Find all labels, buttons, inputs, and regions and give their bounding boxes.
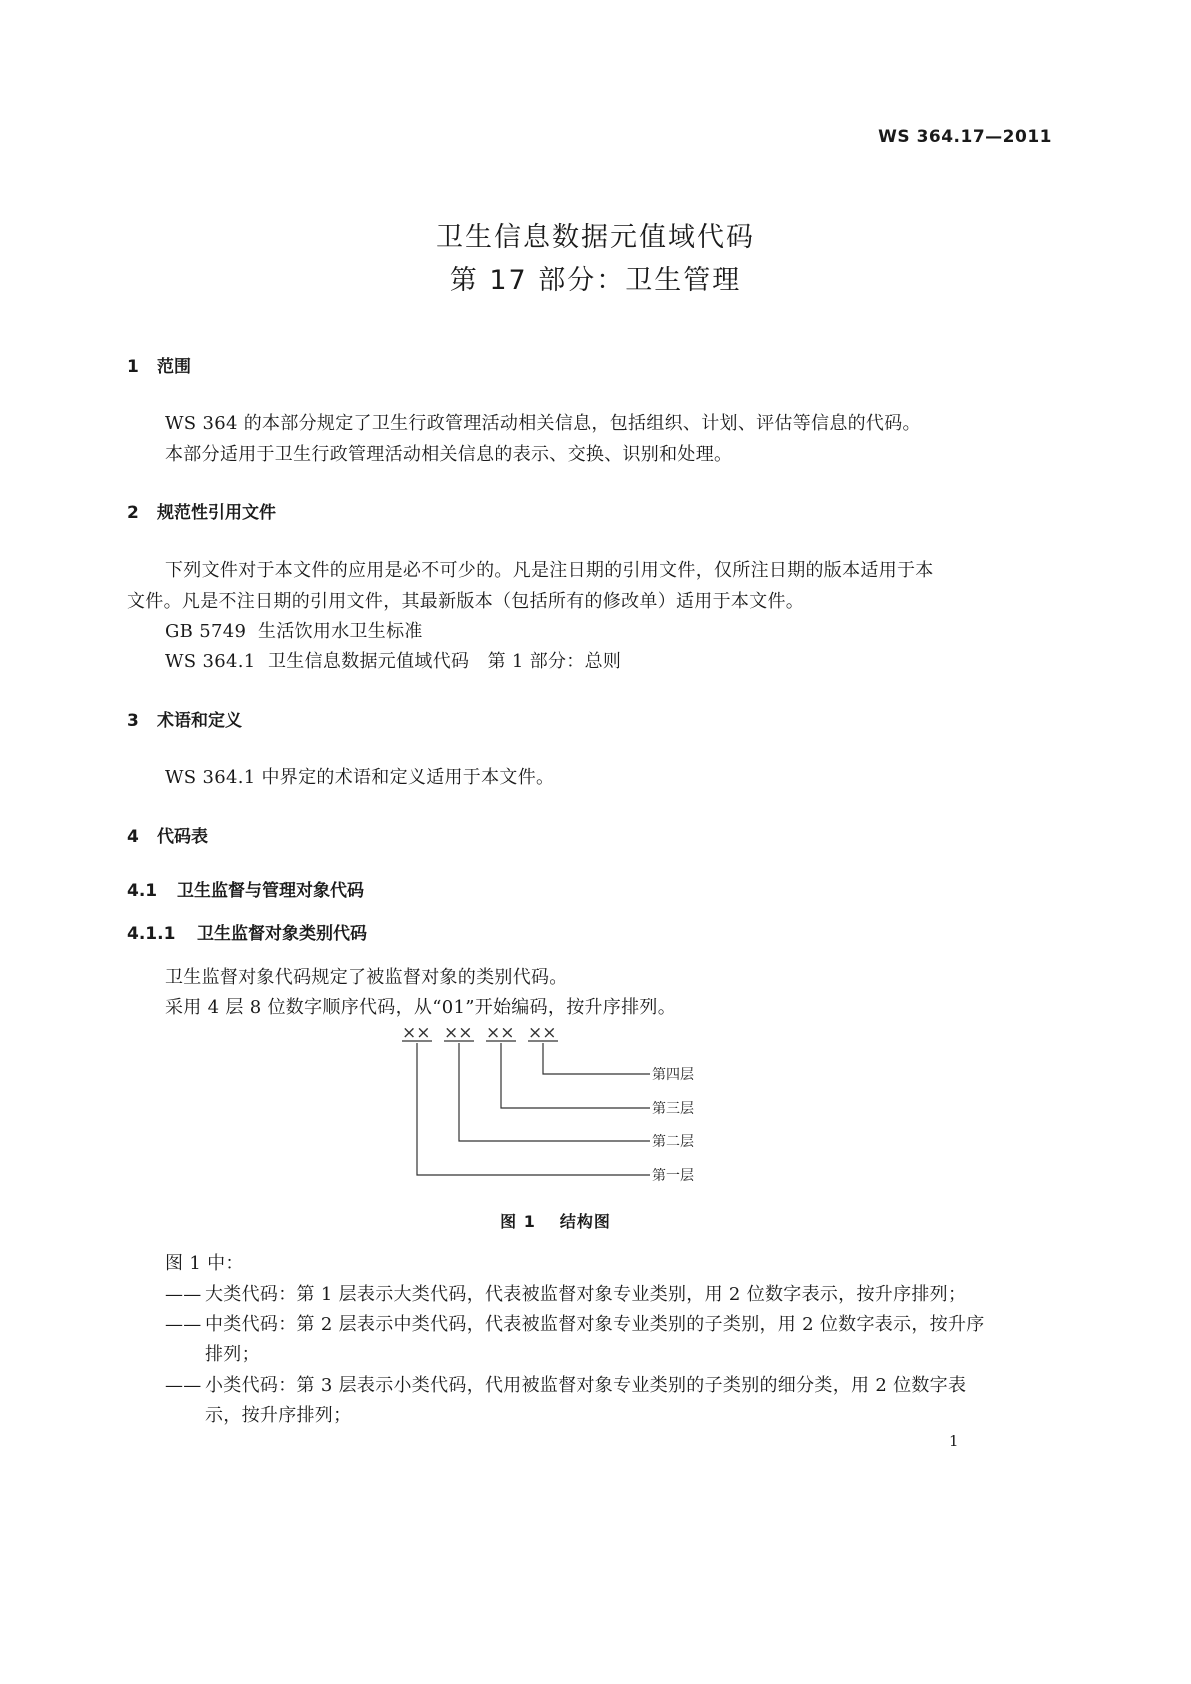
- layer-3-label: 第三层: [652, 1101, 694, 1117]
- reference-title: 卫生信息数据元值域代码 第 1 部分：总则: [268, 651, 622, 672]
- section-title: 术语和定义: [157, 711, 242, 731]
- document-subtitle: 第 17 部分：卫生管理: [449, 265, 742, 296]
- layer-1-label: 第一层: [652, 1168, 694, 1184]
- code-group-3: ××: [486, 1023, 515, 1043]
- layer-2-label: 第二层: [652, 1134, 694, 1150]
- page-number: 1: [949, 1432, 959, 1450]
- figure-number: 图 1: [500, 1212, 536, 1231]
- code-group-1: ××: [402, 1023, 431, 1043]
- section-number: 4.1.1: [127, 924, 176, 944]
- list-dash: ——: [165, 1284, 202, 1305]
- section-number: 2: [127, 503, 139, 523]
- section-3-heading: [127, 706, 242, 731]
- section-number: 4: [127, 827, 139, 847]
- note-text: 大类代码：第 1 层表示大类代码，代表被监督对象专业类别，用 2 位数字表示，按升序排列；: [205, 1284, 967, 1305]
- code-structure-diagram: [400, 1022, 720, 1187]
- section-4-1-1-paragraph-2: 采用 4 层 8 位数字顺序代码，从“01”开始编码，按升序排列。: [165, 997, 676, 1018]
- section-title: 卫生监督对象类别代码: [197, 924, 367, 944]
- section-title: 范围: [157, 357, 191, 377]
- figure-note-continuation: 示，按升序排列；: [205, 1405, 352, 1426]
- normative-reference: [165, 617, 423, 643]
- figure-note-item: [165, 1371, 966, 1397]
- section-number: 1: [127, 357, 139, 377]
- section-1-paragraph-1: WS 364 的本部分规定了卫生行政管理活动相关信息，包括组织、计划、评估等信息的代码。: [165, 413, 921, 434]
- note-text: 中类代码：第 2 层表示中类代码，代表被监督对象专业类别的子类别，用 2 位数字表示，按升序: [205, 1314, 985, 1335]
- section-1-heading: [127, 352, 191, 377]
- figure-title: 结构图: [559, 1212, 611, 1231]
- figure-note-continuation: 排列；: [205, 1344, 260, 1365]
- note-text: 小类代码：第 3 层表示小类代码，代用被监督对象专业类别的子类别的细分类，用 2 位数字表: [205, 1375, 967, 1396]
- figure-note-item: [165, 1280, 966, 1306]
- code-group-4: ××: [528, 1023, 557, 1043]
- section-title: 规范性引用文件: [157, 503, 276, 523]
- layer-4-label: 第四层: [652, 1067, 694, 1083]
- section-number: 4.1: [127, 881, 158, 901]
- section-title: 卫生监督与管理对象代码: [177, 881, 364, 901]
- normative-reference: [165, 647, 621, 673]
- section-title: 代码表: [157, 827, 208, 847]
- figure-caption: [0, 1209, 1111, 1232]
- section-4-heading: [127, 822, 208, 847]
- list-dash: ——: [165, 1314, 202, 1335]
- document-title: 卫生信息数据元值域代码: [436, 222, 755, 253]
- connector-layer-2: [459, 1043, 650, 1141]
- list-dash: ——: [165, 1375, 202, 1396]
- section-4-1-heading: [127, 876, 364, 901]
- connector-layer-3: [501, 1043, 650, 1108]
- section-4-1-1-paragraph-1: 卫生监督对象代码规定了被监督对象的类别代码。: [165, 967, 568, 988]
- code-group-2: ××: [444, 1023, 473, 1043]
- figure-note-item: [165, 1310, 985, 1336]
- section-1-paragraph-2: 本部分适用于卫生行政管理活动相关信息的表示、交换、识别和处理。: [165, 444, 733, 465]
- section-2-paragraph-line-1: 下列文件对于本文件的应用是必不可少的。凡是注日期的引用文件，仅所注日期的版本适用于本: [165, 560, 934, 581]
- section-3-paragraph: WS 364.1 中界定的术语和定义适用于本文件。: [165, 767, 555, 788]
- section-2-paragraph-line-2: 文件。凡是不注日期的引用文件，其最新版本（包括所有的修改单）适用于本文件。: [127, 591, 805, 612]
- reference-code: WS 364.1: [165, 651, 256, 672]
- standard-code: WS 364.17—2011: [878, 127, 1052, 147]
- section-number: 3: [127, 711, 139, 731]
- reference-title: 生活饮用水卫生标准: [258, 621, 423, 642]
- figure-notes-intro: 图 1 中：: [165, 1253, 244, 1274]
- connector-layer-4: [543, 1043, 650, 1074]
- connector-layer-1: [417, 1043, 650, 1175]
- reference-code: GB 5749: [165, 621, 247, 642]
- section-2-heading: [127, 498, 276, 523]
- section-4-1-1-heading: [127, 919, 367, 944]
